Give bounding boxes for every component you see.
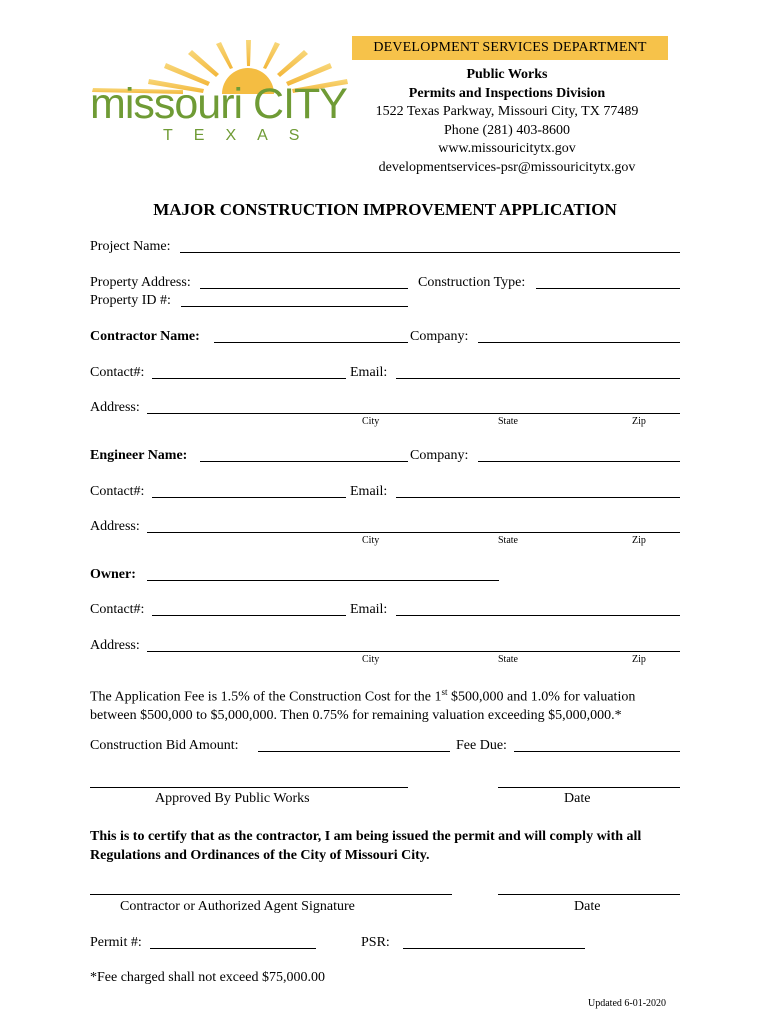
fee-text-part1: The Application Fee is 1.5% of the Construction Cost for the 1 — [90, 689, 442, 705]
engineer-company-label: Company: — [410, 448, 469, 463]
contractor-date-caption: Date — [574, 899, 601, 914]
contractor-company-label: Company: — [410, 329, 469, 344]
property-address-label: Property Address: — [90, 275, 191, 290]
property-id-label: Property ID #: — [90, 293, 171, 308]
owner-email-field[interactable] — [396, 615, 680, 616]
email-link[interactable]: developmentservices-psr@missouricitytx.gov — [378, 159, 636, 175]
owner-field[interactable] — [147, 580, 499, 581]
permit-number-field[interactable] — [150, 948, 316, 949]
engineer-contact-field[interactable] — [152, 497, 346, 498]
fee-due-field[interactable] — [514, 751, 680, 752]
engineer-name-label: Engineer Name: — [90, 448, 188, 463]
logo-subtitle: TEXAS — [163, 127, 321, 144]
engineer-state-caption: State — [498, 535, 518, 546]
office-phone: Phone (281) 403-8600 — [444, 122, 570, 138]
contractor-email-field[interactable] — [396, 378, 680, 379]
approval-date-field[interactable] — [498, 787, 680, 788]
contractor-name-label: Contractor Name: — [90, 329, 200, 344]
updated-date: Updated 6-01-2020 — [588, 998, 667, 1009]
contractor-address-field[interactable] — [147, 413, 680, 414]
engineer-zip-caption: Zip — [632, 535, 646, 546]
engineer-contact-label: Contact#: — [90, 484, 145, 499]
approval-date-caption: Date — [564, 791, 591, 806]
contractor-city-caption: City — [362, 416, 380, 427]
contractor-address-label: Address: — [90, 400, 140, 415]
property-address-field[interactable] — [200, 288, 408, 289]
owner-city-caption: City — [362, 654, 380, 665]
owner-email-label: Email: — [350, 602, 388, 617]
contractor-state-caption: State — [498, 416, 518, 427]
fee-text-part2: $500,000 and 1.0% for valuation between $500,000 to $5,000,000. Then 0.75% for remaining valuation exceeding $5,000,000.* — [90, 689, 636, 723]
contractor-company-field[interactable] — [478, 342, 680, 343]
engineer-address-field[interactable] — [147, 532, 680, 533]
page-title: MAJOR CONSTRUCTION IMPROVEMENT APPLICATION — [153, 200, 617, 219]
construction-type-label: Construction Type: — [418, 275, 526, 290]
division-subtitle: Permits and Inspections Division — [408, 85, 606, 101]
engineer-email-field[interactable] — [396, 497, 680, 498]
contractor-signature-field[interactable] — [90, 894, 452, 895]
permit-number-label: Permit #: — [90, 935, 142, 950]
logo-wordmark: missouri CITY — [90, 80, 347, 128]
contact-block — [352, 66, 662, 177]
engineer-name-field[interactable] — [200, 461, 408, 462]
contractor-signature-caption: Contractor or Authorized Agent Signature — [120, 899, 355, 914]
owner-label: Owner: — [90, 567, 136, 582]
department-banner: DEVELOPMENT SERVICES DEPARTMENT — [352, 36, 668, 60]
bid-amount-label: Construction Bid Amount: — [90, 738, 239, 753]
owner-address-label: Address: — [90, 638, 140, 653]
contractor-zip-caption: Zip — [632, 416, 646, 427]
project-name-field[interactable] — [180, 252, 680, 253]
approval-signature-field[interactable] — [90, 787, 408, 788]
engineer-company-field[interactable] — [478, 461, 680, 462]
psr-label: PSR: — [361, 935, 390, 950]
owner-address-field[interactable] — [147, 651, 680, 652]
owner-contact-label: Contact#: — [90, 602, 145, 617]
contractor-contact-label: Contact#: — [90, 365, 145, 380]
contractor-email-label: Email: — [350, 365, 388, 380]
construction-type-field[interactable] — [536, 288, 680, 289]
psr-field[interactable] — [403, 948, 585, 949]
fee-paragraph — [90, 683, 682, 725]
owner-contact-field[interactable] — [152, 615, 346, 616]
engineer-address-label: Address: — [90, 519, 140, 534]
project-name-label: Project Name: — [90, 239, 171, 254]
website-link[interactable]: www.missouricitytx.gov — [438, 141, 576, 156]
contractor-date-field[interactable] — [498, 894, 680, 895]
contractor-name-field[interactable] — [214, 342, 408, 343]
fee-text-superscript: st — [441, 687, 448, 697]
property-id-field[interactable] — [181, 306, 408, 307]
fee-due-label: Fee Due: — [456, 738, 507, 753]
fee-cap-note: *Fee charged shall not exceed $75,000.00 — [90, 970, 325, 985]
contractor-contact-field[interactable] — [152, 378, 346, 379]
bid-amount-field[interactable] — [258, 751, 450, 752]
office-address: 1522 Texas Parkway, Missouri City, TX 77489 — [375, 104, 639, 119]
owner-zip-caption: Zip — [632, 654, 646, 665]
division-title: Public Works — [466, 67, 548, 82]
approved-by-caption: Approved By Public Works — [155, 791, 310, 806]
engineer-city-caption: City — [362, 535, 380, 546]
owner-state-caption: State — [498, 654, 518, 665]
certification-statement: This is to certify that as the contractor, I am being issued the permit and will comply with all Regulations and Ordinances of the City of Missouri City. — [90, 829, 642, 863]
engineer-email-label: Email: — [350, 484, 388, 499]
